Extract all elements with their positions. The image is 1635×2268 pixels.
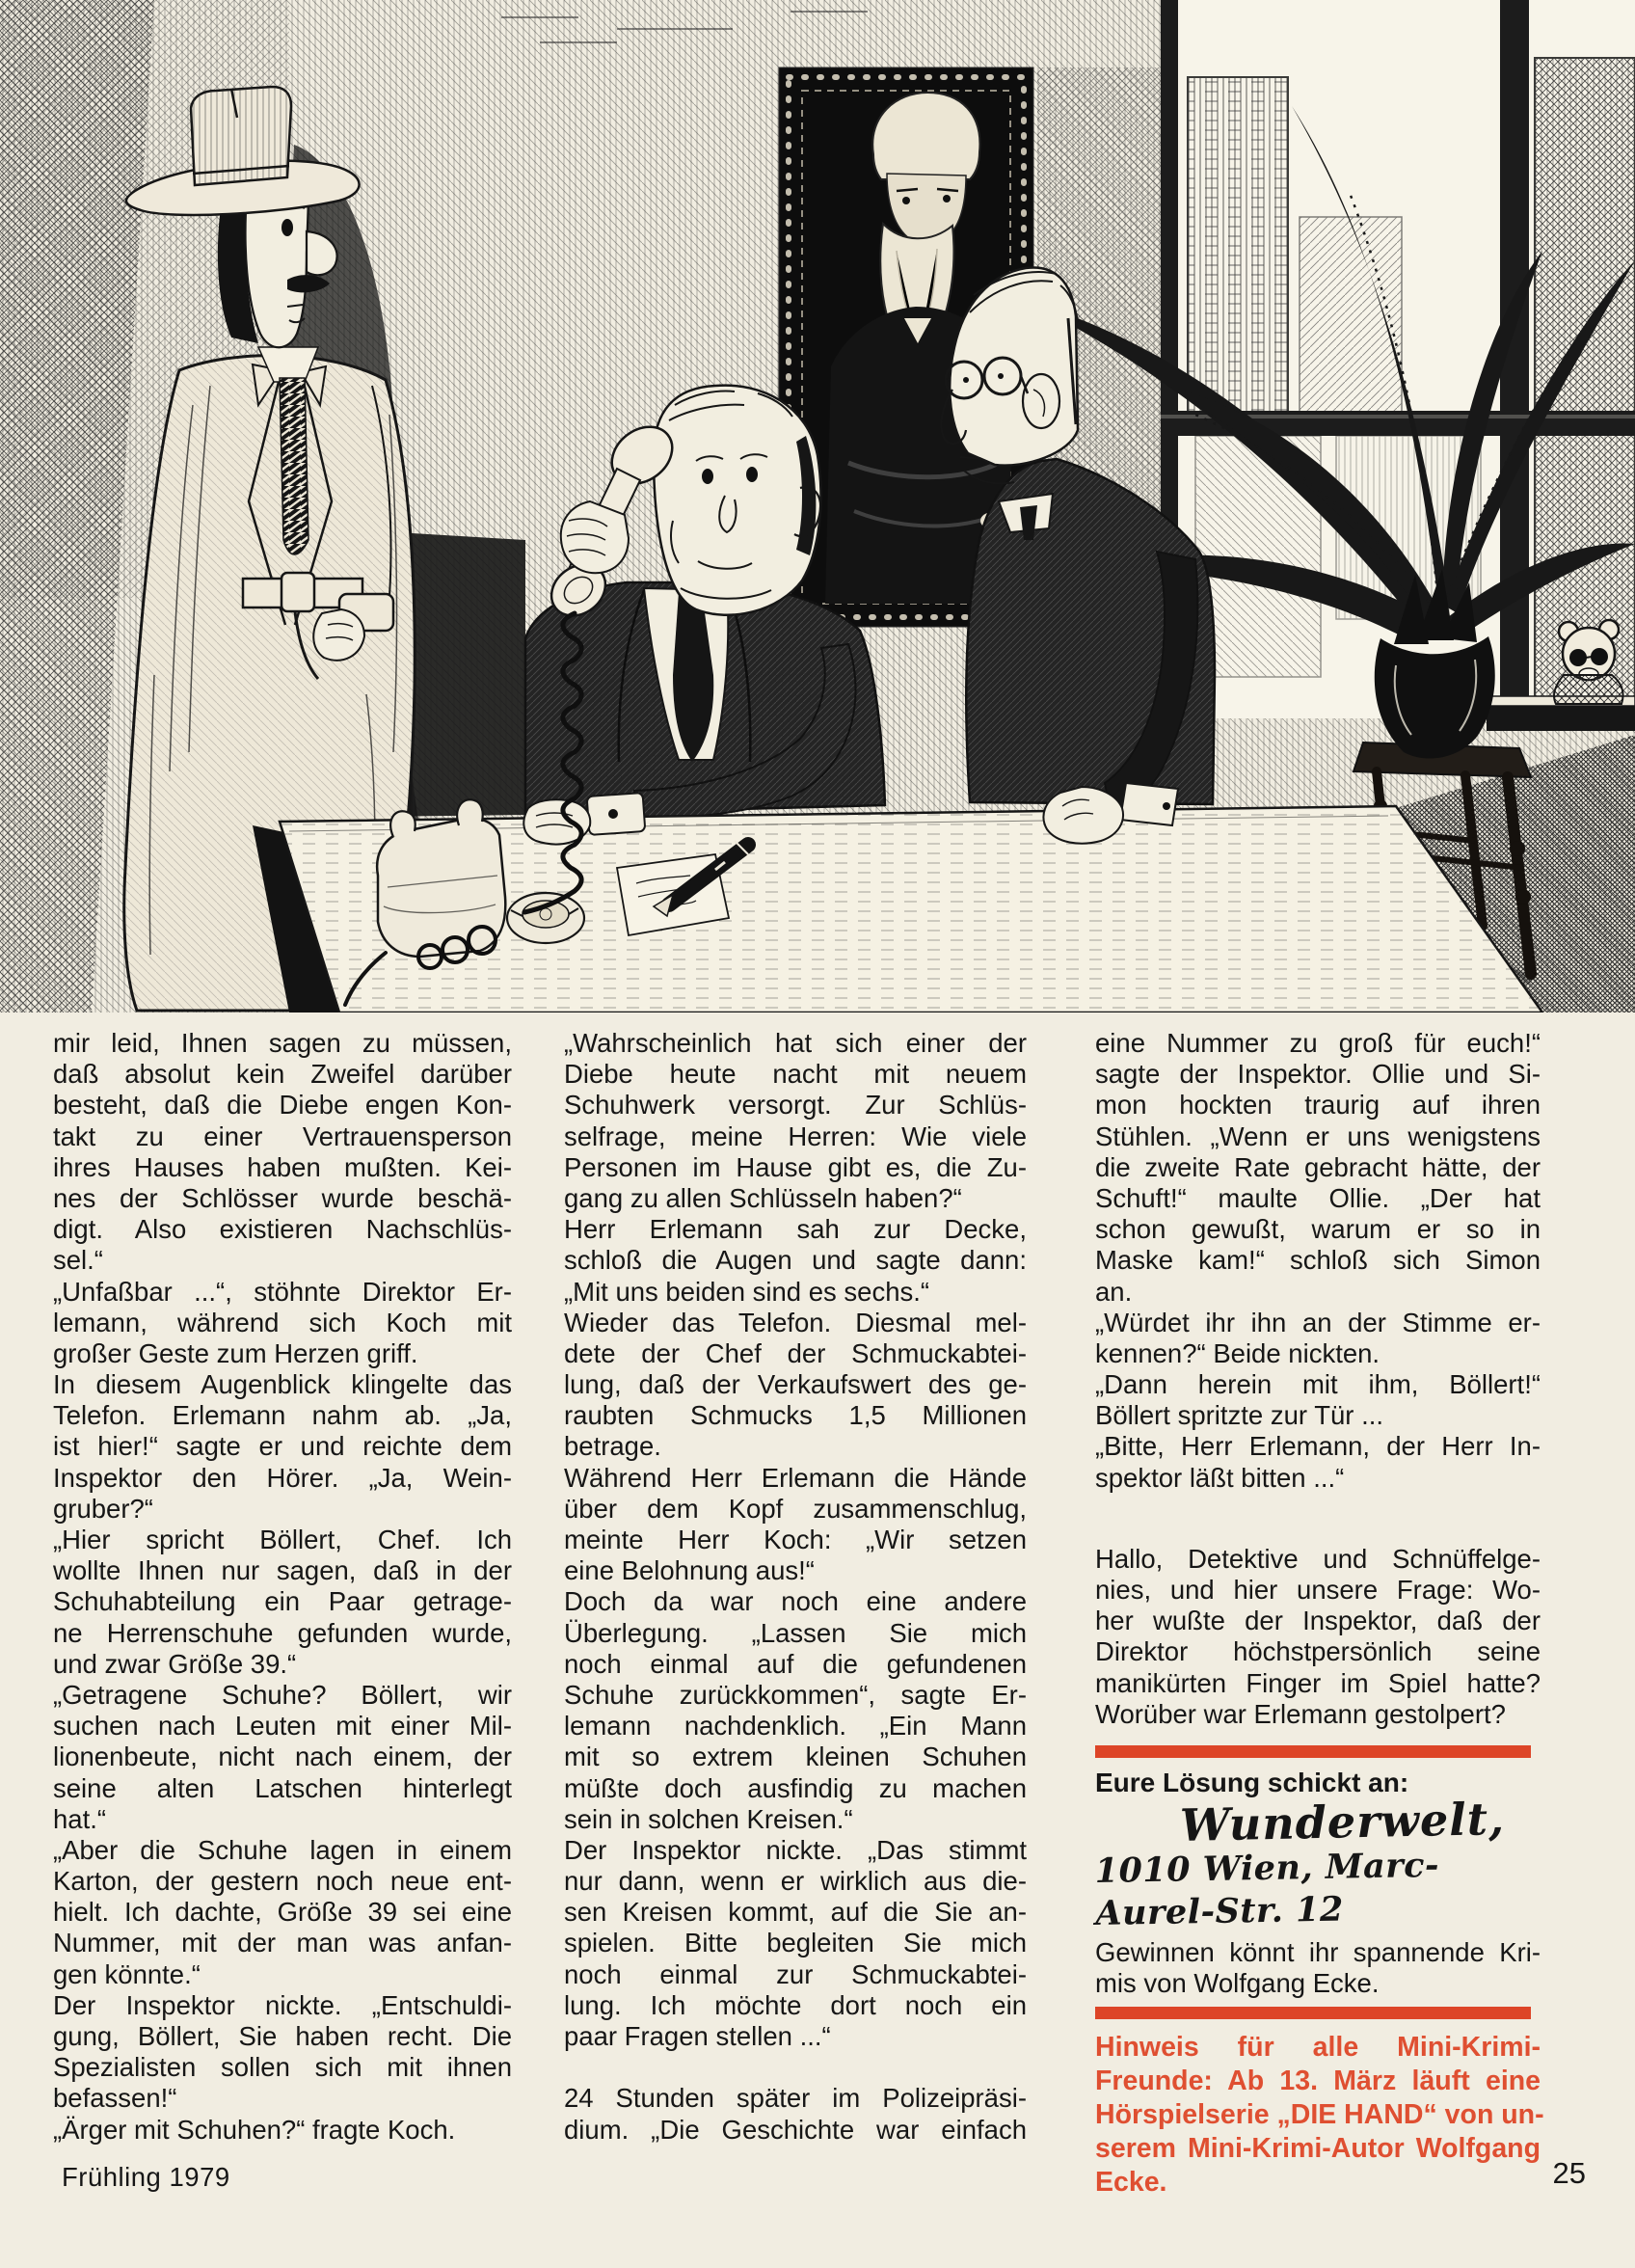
text-line — [564, 2052, 1027, 2083]
text-line: noch einmal auf die gefundenen — [564, 1648, 1027, 1679]
text-line: „Bitte, Herr Erlemann, der Herr In- — [1095, 1431, 1541, 1462]
text-line: serem Mini-Krimi-Autor Wolfgang — [1095, 2133, 1541, 2165]
text-line: sel.“ — [53, 1245, 103, 1276]
text-line: gruber?“ — [53, 1493, 153, 1524]
text-line: Doch da war noch eine andere — [564, 1586, 1027, 1617]
illustration — [0, 0, 1635, 1012]
text-line: Freunde: Ab 13. März läuft eine — [1095, 2066, 1541, 2097]
text-line: „Aber die Schuhe lagen in einem — [53, 1834, 512, 1865]
text-line: „Würdet ihr ihn an der Stimme er- — [1095, 1307, 1541, 1337]
text-line: „Unfaßbar ...“, stöhnte Direktor Er- — [53, 1276, 512, 1307]
text-line: ihres Hauses haben mußten. Kei- — [53, 1151, 512, 1182]
text-line: Herr Erlemann sah zur Decke, — [564, 1214, 1027, 1245]
issue-footer: Frühling 1979 — [62, 2162, 230, 2192]
text-line: manikürten Finger im Spiel hatte? — [1095, 1667, 1541, 1698]
text-line: Hallo, Detektive und Schnüffelge- — [1095, 1543, 1541, 1574]
text-line: dium. „Die Geschichte war einfach — [564, 2114, 1027, 2145]
text-line: „Dann herein mit ihm, Böllert!“ — [1095, 1369, 1541, 1400]
text-line: an. — [1095, 1276, 1133, 1307]
text-line: mis von Wolfgang Ecke. — [1095, 1968, 1380, 1999]
text-line: mir leid, Ihnen sagen zu müssen, — [53, 1028, 512, 1058]
text-line: ist hier!“ sagte er und reichte dem — [53, 1431, 512, 1462]
text-line: Gewinnen könnt ihr spannende Kri- — [1095, 1936, 1541, 1967]
handwritten-address-name: Wunderwelt, — [1179, 1792, 1506, 1851]
text-line: lung. Ich möchte dort noch ein — [564, 1989, 1027, 2020]
text-line: sen Kreisen kommt, auf die Sie an- — [564, 1897, 1027, 1928]
text-line: schloß die Augen und sagte dann: — [564, 1245, 1027, 1276]
text-line: betrage. — [564, 1431, 661, 1462]
text-line: Worüber war Erlemann gestolpert? — [1095, 1698, 1506, 1729]
text-line: ne Herrenschuhe gefunden wurde, — [53, 1617, 512, 1648]
text-line: sagte der Inspektor. Ollie und Si- — [1095, 1059, 1541, 1090]
text-line: Hörspielserie „DIE HAND“ von un- — [1095, 2099, 1544, 2131]
text-line: wollte Ihnen nur sagen, daß in der — [53, 1555, 512, 1586]
text-line: Inspektor den Hörer. „Ja, Wein- — [53, 1462, 512, 1493]
text-line: „Getragene Schuhe? Böllert, wir — [53, 1679, 512, 1710]
text-line: Telefon. Erlemann nahm ab. „Ja, — [53, 1400, 512, 1431]
text-line: Direktor höchstpersönlich seine — [1095, 1636, 1541, 1667]
reader-question — [1095, 1544, 1541, 1730]
text-line: her wußte der Inspektor, daß der — [1095, 1606, 1541, 1636]
text-line: daß absolut kein Zweifel darüber — [53, 1059, 512, 1090]
text-line: Karton, der gestern noch neue ent- — [53, 1866, 512, 1897]
text-line: Böllert spritzte zur Tür ... — [1095, 1400, 1384, 1431]
text-line: seine alten Latschen hinterlegt — [53, 1772, 512, 1803]
text-column-2 — [564, 1028, 1027, 2146]
text-line: müßte doch ausfindig zu machen — [564, 1772, 1027, 1803]
text-line: schon gewußt, warum er so in — [1095, 1214, 1541, 1245]
text-line: Personen im Hause gibt es, die Zu- — [564, 1151, 1027, 1182]
text-line: „Hier spricht Böllert, Chef. Ich — [53, 1525, 512, 1554]
text-line: und zwar Größe 39.“ — [53, 1648, 297, 1679]
text-line: spielen. Bitte begleiten Sie mich — [564, 1928, 1027, 1958]
handwritten-address-street: 1010 Wien, Marc-Aurel-Str. 12 — [1094, 1845, 1440, 1933]
text-line: kennen?“ Beide nickten. — [1095, 1337, 1380, 1368]
text-line: Der Inspektor nickte. „Das stimmt — [564, 1834, 1027, 1865]
text-line: meinte Herr Koch: „Wir setzen — [564, 1525, 1027, 1554]
text-line: Maske kam!“ schloß sich Simon — [1095, 1245, 1541, 1276]
text-line: nes der Schlösser wurde beschä- — [53, 1182, 512, 1213]
text-line: spektor läßt bitten ...“ — [1095, 1462, 1345, 1493]
teddy-glasses-icon — [1569, 649, 1587, 666]
text-line: großer Geste zum Herzen griff. — [53, 1337, 418, 1368]
text-line: „Mit uns beiden sind es sechs.“ — [564, 1276, 930, 1307]
text-column-1 — [53, 1028, 512, 2146]
text-line: Während Herr Erlemann die Hände — [564, 1462, 1027, 1493]
text-line: Schuft!“ maulte Ollie. „Der hat — [1095, 1182, 1541, 1213]
teddy-bear — [1554, 620, 1622, 704]
text-line: suchen nach Leuten mit einer Mil- — [53, 1711, 512, 1742]
text-line: eine Belohnung aus!“ — [564, 1555, 815, 1586]
text-line: Ecke. — [1095, 2167, 1167, 2199]
text-line: raubten Schmucks 1,5 Millionen — [564, 1400, 1027, 1431]
solution-label: Eure Lösung schickt an: — [1095, 1767, 1409, 1797]
text-column-3 — [1094, 1028, 1544, 2200]
text-line: noch einmal zur Schmuckabtei- — [564, 1958, 1027, 1989]
text-line: paar Fragen stellen ...“ — [564, 2021, 831, 2051]
text-line: mit so extrem kleinen Schuhen — [564, 1742, 1027, 1772]
text-line: die zweite Rate gebracht hätte, der — [1095, 1151, 1541, 1182]
text-line: Der Inspektor nickte. „Entschuldi- — [53, 1989, 512, 2020]
red-divider-bottom — [1095, 2007, 1531, 2019]
text-line: hielt. Ich dachte, Größe 39 sei eine — [53, 1897, 512, 1928]
page-number: 25 — [1552, 2156, 1586, 2190]
text-line: Schuhabteilung ein Paar getrage- — [53, 1586, 512, 1617]
text-line: befassen!“ — [53, 2083, 177, 2114]
text-line: sein in solchen Kreisen.“ — [564, 1803, 853, 1834]
text-line: lemann nachdenklich. „Ein Mann — [564, 1711, 1027, 1742]
text-line: selfrage, meine Herren: Wie viele — [564, 1120, 1027, 1151]
text-line: „Ärger mit Schuhen?“ fragte Koch. — [53, 2114, 456, 2145]
text-line: gung, Böllert, Sie haben recht. Die — [53, 2021, 512, 2051]
text-line: Wieder das Telefon. Diesmal mel- — [564, 1307, 1027, 1337]
red-divider-top — [1095, 1745, 1531, 1758]
prize-note — [1095, 1937, 1541, 1999]
text-line: besteht, daß die Diebe engen Kon- — [53, 1090, 512, 1120]
text-line: über dem Kopf zusammenschlug, — [564, 1493, 1027, 1524]
text-line: 24 Stunden später im Polizeipräsi- — [564, 2083, 1027, 2114]
text-line: In diesem Augenblick klingelte das — [53, 1369, 512, 1400]
text-line: takt zu einer Vertrauensperson — [53, 1120, 512, 1151]
text-line: eine Nummer zu groß für euch!“ — [1095, 1028, 1541, 1058]
text-line: nies, und hier unsere Frage: Wo- — [1095, 1575, 1541, 1605]
text-line: Schuhe zurückkommen“, sagte Er- — [564, 1679, 1027, 1710]
story-continuation — [1095, 1028, 1541, 1494]
text-line: gen könnte.“ — [53, 1958, 201, 1989]
text-line: Überlegung. „Lassen Sie mich — [564, 1617, 1027, 1648]
text-line: nur dann, wenn er wirklich aus die- — [564, 1866, 1027, 1897]
text-line: lung, daß der Verkaufswert des ge- — [564, 1369, 1027, 1400]
text-line: lemann, während sich Koch mit — [53, 1307, 512, 1337]
text-line: gang zu allen Schlüsseln haben?“ — [564, 1182, 962, 1213]
text-line: Spezialisten sollen sich mit ihnen — [53, 2052, 512, 2083]
text-line: mon hockten traurig auf ihren — [1095, 1090, 1541, 1120]
text-line: Nummer, mit der man was anfan- — [53, 1928, 512, 1958]
text-line: dete der Chef der Schmuckabtei- — [564, 1337, 1027, 1368]
text-line: Diebe heute nacht mit neuem — [564, 1059, 1027, 1090]
text-line: Stühlen. „Wenn er uns wenigstens — [1095, 1120, 1541, 1151]
text-line: hat.“ — [53, 1803, 107, 1834]
text-line: lionenbeute, nicht nach einem, der — [53, 1742, 512, 1772]
text-line: „Wahrscheinlich hat sich einer der — [564, 1028, 1027, 1058]
text-line: Schuhwerk versorgt. Zur Schlüs- — [564, 1090, 1027, 1120]
text-line: Hinweis für alle Mini-Krimi- — [1095, 2032, 1541, 2064]
ashtray — [507, 893, 584, 943]
text-line: digt. Also existieren Nachschlüs- — [53, 1214, 512, 1245]
